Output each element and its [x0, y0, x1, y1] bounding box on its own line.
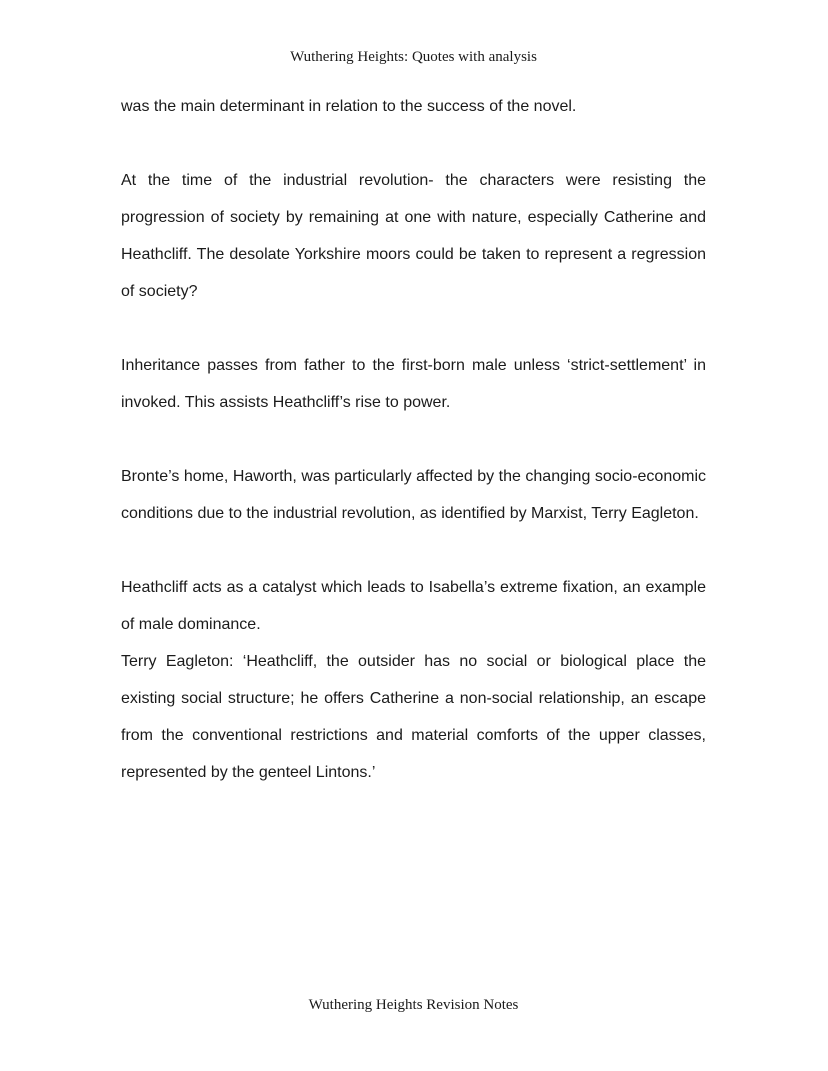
- paragraph: was the main determinant in relation to the success of the novel.: [121, 98, 577, 115]
- paragraph: At the time of the industrial revolution- the characters were resisting the progression of society by remaining at one with nature, especially Catherine and Heathcliff. The desolate Yorkshire moors could be taken to represent a regression of society?: [121, 172, 706, 300]
- paragraph: Bronte’s home, Haworth, was particularly affected by the changing socio-economic conditions due to the industrial revolution, as identified by Marxist, Terry Eagleton.: [121, 468, 706, 522]
- document-body: [121, 88, 706, 791]
- footer-title: Wuthering Heights Revision Notes: [308, 997, 519, 1013]
- paragraph: Heathcliff acts as a catalyst which leads to Isabella’s extreme fixation, an example of male dominance.: [121, 579, 706, 633]
- paragraph: Inheritance passes from father to the first-born male unless ‘strict-settlement’ in invoked. This assists Heathcliff’s rise to power.: [121, 357, 706, 411]
- page-header: [121, 48, 706, 66]
- page-footer: [121, 996, 706, 1014]
- paragraph: Terry Eagleton: ‘Heathcliff, the outsider has no social or biological place the existing social structure; he offers Catherine a non-social relationship, an escape from the conventional restrictions and material comforts of the upper classes, represented by the genteel Lintons.’: [121, 653, 706, 781]
- header-title: Wuthering Heights: Quotes with analysis: [290, 49, 537, 65]
